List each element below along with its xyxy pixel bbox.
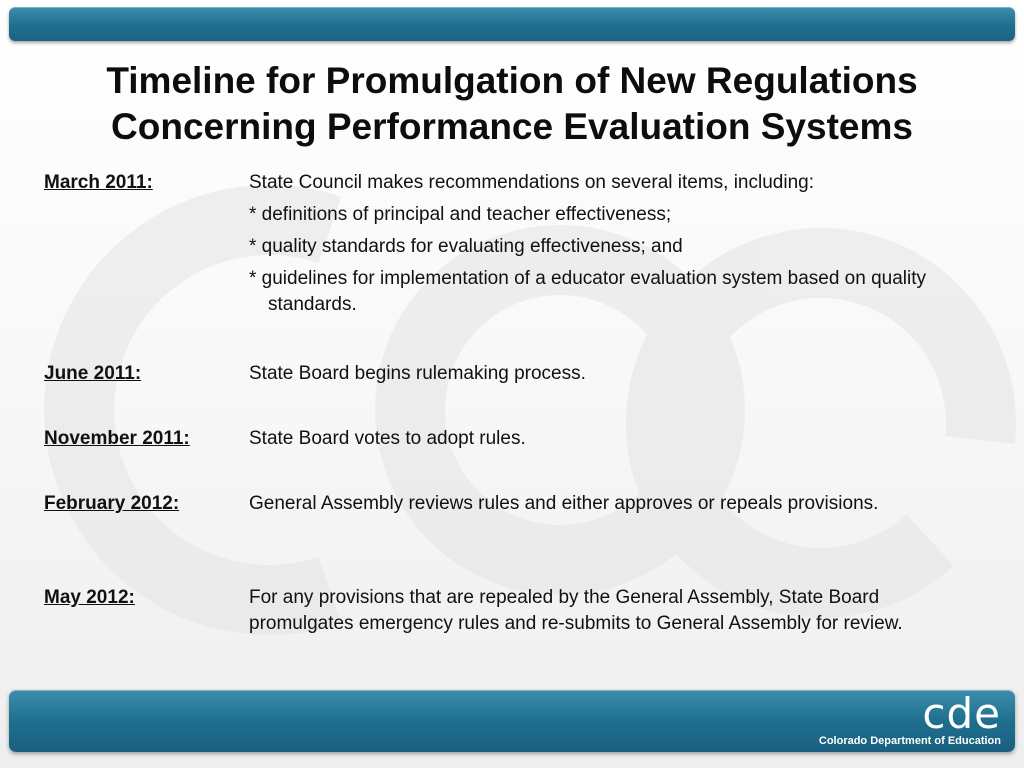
timeline-description [249, 585, 949, 643]
organization-name: Colorado Department of Education [818, 735, 1001, 747]
timeline-description [249, 491, 909, 523]
description-line: State Board begins rulemaking process. [249, 363, 586, 384]
description-bullet: * quality standards for evaluating effectiveness; and [249, 236, 683, 257]
header-bar [9, 7, 1015, 41]
description-line: State Council makes recommendations on several items, including: [249, 172, 814, 193]
timeline-date: May 2012: [44, 587, 135, 608]
description-line: General Assembly reviews rules and either approves or repeals provisions. [249, 493, 879, 514]
logo-mark: cde [922, 689, 1001, 738]
timeline-description [249, 361, 949, 393]
timeline-date: June 2011: [44, 363, 142, 384]
description-bullet: * guidelines for implementation of a educator evaluation system based on quality standards. [249, 268, 927, 315]
description-bullet: * definitions of principal and teacher effectiveness; [249, 204, 672, 225]
timeline-description [249, 426, 949, 458]
timeline-description [249, 170, 949, 324]
timeline-date: February 2012: [44, 493, 180, 514]
slide-title: Timeline for Promulgation of New Regulations Concerning Performance Evaluation Systems [106, 60, 918, 147]
cde-logo [818, 689, 1001, 748]
timeline-date: March 2011: [44, 172, 153, 193]
timeline-date: November 2011: [44, 428, 190, 449]
description-line: For any provisions that are repealed by the General Assembly, State Board promulgates emergency rules and re-submits to General Assembly for review. [249, 587, 903, 634]
description-line: State Board votes to adopt rules. [249, 428, 526, 449]
footer-bar [9, 690, 1015, 752]
